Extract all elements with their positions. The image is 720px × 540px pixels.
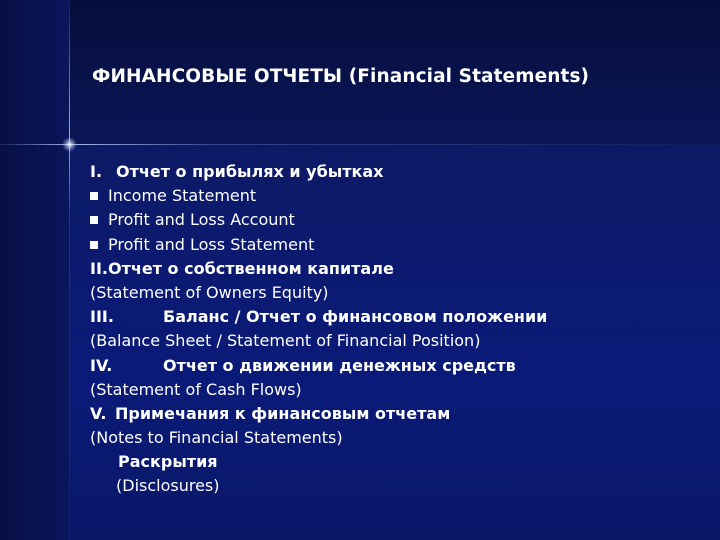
slide-title: ФИНАНСОВЫЕ ОТЧЕТЫ (Financial Statements) [92, 66, 590, 87]
section-i-title: Отчет о прибылях и убытках [116, 162, 384, 181]
bullet-item [90, 208, 547, 232]
slide-content [90, 160, 547, 499]
section-iv-subtitle: (Statement of Cash Flows) [90, 379, 302, 399]
section-iii-numeral: III. [90, 307, 114, 327]
bullet-item-text: Income Statement [108, 186, 257, 206]
section-i [90, 160, 547, 184]
left-band-decoration [0, 0, 70, 540]
bullet-item-text: Profit and Loss Account [108, 210, 295, 230]
section-iv-title: Отчет о движении денежных средств [163, 355, 516, 375]
section-v-title: Примечания к финансовым отчетам [115, 403, 451, 423]
section-ii [90, 257, 547, 281]
bullet-item-text: Profit and Loss Statement [108, 234, 315, 254]
square-bullet-icon [90, 192, 98, 200]
bullet-item [90, 233, 547, 257]
bullet-item [90, 184, 547, 208]
section-i-numeral: I. [90, 162, 103, 181]
section-iv [90, 354, 547, 378]
disclosures-heading: Раскрытия [118, 452, 218, 472]
section-v-subtitle: (Notes to Financial Statements) [90, 428, 343, 448]
section-ii-title: Отчет о собственном капитале [107, 258, 394, 278]
section-iv-numeral: IV. [90, 355, 113, 375]
section-ii-subtitle: (Statement of Owners Equity) [90, 282, 329, 302]
section-iii-subtitle: (Balance Sheet / Statement of Financial Position) [90, 331, 481, 351]
section-iii [90, 305, 547, 329]
square-bullet-icon [90, 241, 98, 249]
disclosures-subtitle: (Disclosures) [116, 476, 220, 496]
section-ii-numeral: II. [90, 258, 108, 278]
section-v-numeral: V. [90, 403, 107, 423]
section-iii-title: Баланс / Отчет о финансовом положении [163, 307, 548, 327]
section-v [90, 402, 547, 426]
horizontal-line-decoration [0, 144, 720, 145]
square-bullet-icon [90, 216, 98, 224]
vertical-line-decoration [69, 0, 70, 540]
crosshair-spark-decoration [62, 137, 77, 152]
